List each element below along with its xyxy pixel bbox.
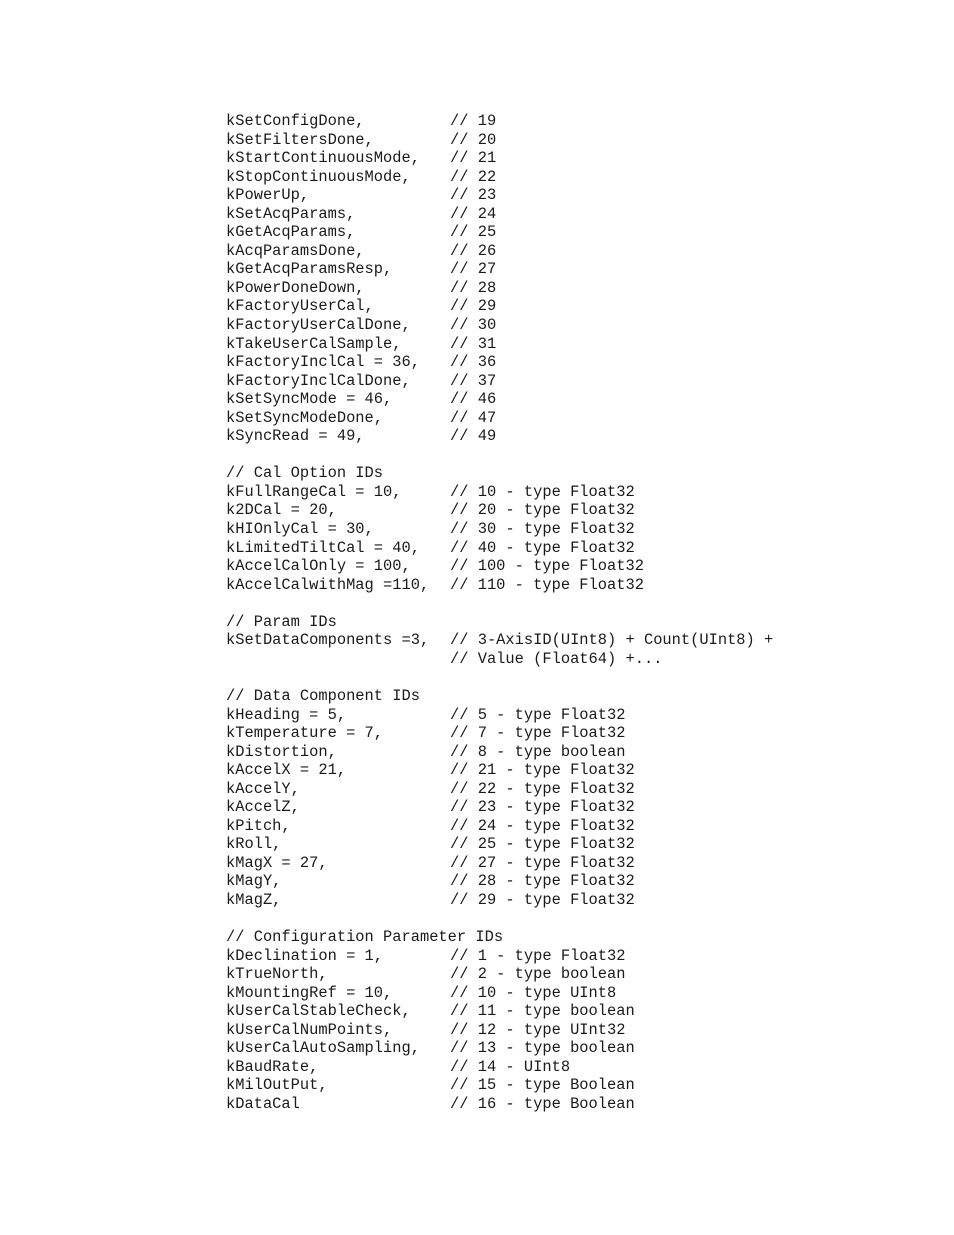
code-comment: // 110 - type Float32: [450, 575, 644, 594]
code-comment: // 31: [450, 334, 497, 353]
code-identifier: kMagZ,: [226, 890, 282, 909]
code-comment: // 29 - type Float32: [450, 890, 635, 909]
code-line: [226, 743, 773, 762]
code-line: [226, 464, 773, 483]
code-comment: // 13 - type boolean: [450, 1039, 635, 1058]
code-line: [226, 501, 773, 520]
code-line: [226, 631, 773, 650]
code-identifier: kFactoryInclCalDone,: [226, 371, 411, 390]
code-line: [226, 372, 773, 391]
code-line: [226, 817, 773, 836]
code-identifier: kSetSyncMode = 46,: [226, 390, 393, 409]
code-line: [226, 409, 773, 428]
code-identifier: kRoll,: [226, 835, 282, 854]
code-identifier: kTakeUserCalSample,: [226, 334, 402, 353]
code-line: [226, 260, 773, 279]
blank-line: [226, 594, 773, 613]
code-line: [226, 316, 773, 335]
code-line: [226, 557, 773, 576]
code-comment: // 21 - type Float32: [450, 761, 635, 780]
code-identifier: kSetAcqParams,: [226, 204, 356, 223]
code-comment: // 23 - type Float32: [450, 798, 635, 817]
code-identifier: kMilOutPut,: [226, 1076, 328, 1095]
code-identifier: kHeading = 5,: [226, 705, 347, 724]
code-comment: // 36: [450, 353, 497, 372]
code-identifier: kSetSyncModeDone,: [226, 408, 384, 427]
code-line: [226, 947, 773, 966]
code-line: [226, 613, 773, 632]
code-line: [226, 1039, 773, 1058]
code-identifier: kAccelZ,: [226, 798, 300, 817]
code-line: [226, 279, 773, 298]
code-identifier: kDataCal: [226, 1094, 300, 1113]
code-comment: // 16 - type Boolean: [450, 1094, 635, 1113]
code-comment: // 27 - type Float32: [450, 853, 635, 872]
code-line: [226, 724, 773, 743]
code-identifier: kTemperature = 7,: [226, 724, 384, 743]
code-comment: // 22 - type Float32: [450, 779, 635, 798]
code-identifier: kDistortion,: [226, 742, 337, 761]
code-comment: // Value (Float64) +...: [450, 649, 663, 668]
code-identifier: kGetAcqParams,: [226, 223, 356, 242]
code-line: [226, 984, 773, 1003]
code-line: [226, 854, 773, 873]
code-comment: // 12 - type UInt32: [450, 1020, 626, 1039]
code-line: [226, 1058, 773, 1077]
code-line: [226, 168, 773, 187]
code-group: [226, 464, 773, 594]
code-comment: // 26: [450, 241, 497, 260]
code-identifier: kHIOnlyCal = 30,: [226, 520, 374, 539]
code-line: [226, 390, 773, 409]
code-comment: // 29: [450, 297, 497, 316]
code-line: [226, 149, 773, 168]
code-identifier: kSetDataComponents =3,: [226, 631, 430, 650]
code-line: [226, 297, 773, 316]
code-line: [226, 965, 773, 984]
code-line: [226, 427, 773, 446]
code-comment: // 5 - type Float32: [450, 705, 626, 724]
code-line: [226, 872, 773, 891]
code-comment: // 21: [450, 149, 497, 168]
code-comment: // 30: [450, 316, 497, 335]
code-comment: // 2 - type boolean: [450, 965, 626, 984]
code-comment: // 47: [450, 408, 497, 427]
code-comment: // 20: [450, 130, 497, 149]
code-comment: // 10 - type UInt8: [450, 983, 617, 1002]
code-comment: // 20 - type Float32: [450, 501, 635, 520]
code-identifier: kPowerUp,: [226, 186, 310, 205]
code-line: [226, 798, 773, 817]
code-identifier: kUserCalAutoSampling,: [226, 1039, 420, 1058]
code-comment: // 28 - type Float32: [450, 872, 635, 891]
code-identifier: kFactoryInclCal = 36,: [226, 353, 420, 372]
code-identifier: // Param IDs: [226, 612, 337, 631]
code-identifier: kAccelY,: [226, 779, 300, 798]
code-group: [226, 687, 773, 910]
code-line: [226, 687, 773, 706]
code-line: [226, 242, 773, 261]
code-identifier: kMountingRef = 10,: [226, 983, 393, 1002]
code-comment: // 7 - type Float32: [450, 724, 626, 743]
code-comment: // 28: [450, 278, 497, 297]
code-identifier: kUserCalNumPoints,: [226, 1020, 393, 1039]
code-line: [226, 1076, 773, 1095]
code-identifier: kAccelX = 21,: [226, 761, 347, 780]
code-identifier: kAccelCalOnly = 100,: [226, 557, 411, 576]
code-line: [226, 223, 773, 242]
code-group: [226, 112, 773, 446]
code-identifier: kBaudRate,: [226, 1057, 319, 1076]
code-line: [226, 539, 773, 558]
code-identifier: // Cal Option IDs: [226, 464, 384, 483]
blank-line: [226, 910, 773, 929]
code-identifier: kPowerDoneDown,: [226, 278, 365, 297]
blank-line: [226, 446, 773, 465]
code-comment: // 25 - type Float32: [450, 835, 635, 854]
code-identifier: kAcqParamsDone,: [226, 241, 365, 260]
code-identifier: kMagY,: [226, 872, 282, 891]
code-comment: // 23: [450, 186, 497, 205]
code-identifier: // Configuration Parameter IDs: [226, 928, 504, 947]
code-comment: // 24 - type Float32: [450, 816, 635, 835]
code-identifier: kSetFiltersDone,: [226, 130, 374, 149]
blank-line: [226, 668, 773, 687]
code-line: [226, 335, 773, 354]
code-comment: // 37: [450, 371, 497, 390]
code-line: [226, 650, 773, 669]
code-line: [226, 353, 773, 372]
code-group: [226, 613, 773, 669]
code-identifier: kFactoryUserCal,: [226, 297, 374, 316]
code-line: [226, 483, 773, 502]
code-comment: // 27: [450, 260, 497, 279]
code-identifier: kFactoryUserCalDone,: [226, 316, 411, 335]
code-identifier: kTrueNorth,: [226, 965, 328, 984]
code-identifier: kGetAcqParamsResp,: [226, 260, 393, 279]
code-line: [226, 1095, 773, 1114]
code-line: [226, 186, 773, 205]
code-identifier: kAccelCalwithMag =110,: [226, 575, 430, 594]
code-identifier: kDeclination = 1,: [226, 946, 384, 965]
code-identifier: kSyncRead = 49,: [226, 427, 365, 446]
code-identifier: kStopContinuousMode,: [226, 167, 411, 186]
code-line: [226, 205, 773, 224]
code-comment: // 25: [450, 223, 497, 242]
code-comment: // 24: [450, 204, 497, 223]
code-identifier: kFullRangeCal = 10,: [226, 482, 402, 501]
code-line: [226, 928, 773, 947]
code-identifier: kMagX = 27,: [226, 853, 328, 872]
code-identifier: kLimitedTiltCal = 40,: [226, 538, 420, 557]
code-group: [226, 928, 773, 1113]
code-comment: // 14 - UInt8: [450, 1057, 571, 1076]
code-listing: [226, 112, 773, 1114]
code-comment: // 3-AxisID(UInt8) + Count(UInt8) +: [450, 631, 774, 650]
code-line: [226, 891, 773, 910]
code-comment: // 1 - type Float32: [450, 946, 626, 965]
code-line: [226, 761, 773, 780]
code-line: [226, 706, 773, 725]
code-line: [226, 520, 773, 539]
code-line: [226, 112, 773, 131]
code-line: [226, 835, 773, 854]
code-comment: // 100 - type Float32: [450, 557, 644, 576]
code-comment: // 19: [450, 112, 497, 130]
code-identifier: kPitch,: [226, 816, 291, 835]
code-line: [226, 576, 773, 595]
code-identifier: // Data Component IDs: [226, 686, 420, 705]
code-comment: // 49: [450, 427, 497, 446]
code-comment: // 10 - type Float32: [450, 482, 635, 501]
code-comment: // 22: [450, 167, 497, 186]
code-comment: // 30 - type Float32: [450, 520, 635, 539]
code-comment: // 46: [450, 390, 497, 409]
code-line: [226, 780, 773, 799]
code-identifier: kStartContinuousMode,: [226, 149, 420, 168]
code-comment: // 40 - type Float32: [450, 538, 635, 557]
code-identifier: kSetConfigDone,: [226, 112, 365, 130]
code-identifier: kUserCalStableCheck,: [226, 1002, 411, 1021]
code-comment: // 11 - type boolean: [450, 1002, 635, 1021]
code-comment: // 8 - type boolean: [450, 742, 626, 761]
code-line: [226, 1002, 773, 1021]
code-identifier: k2DCal = 20,: [226, 501, 337, 520]
code-comment: // 15 - type Boolean: [450, 1076, 635, 1095]
code-line: [226, 1021, 773, 1040]
code-line: [226, 131, 773, 150]
